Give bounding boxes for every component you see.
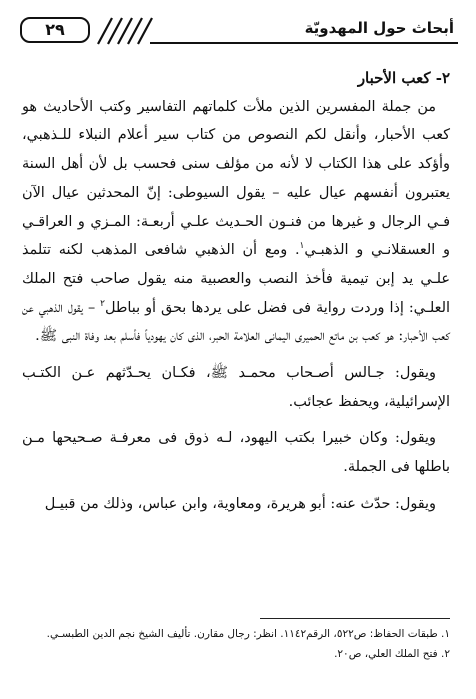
paragraph-text: . ومع أن الذهبي (194, 242, 300, 259)
paragraph-text: شافعى المذهب لكنه تتلمذ علـي يد إبن تيمية فأخذ النصب والعصبية منه يقول صاحب فتح الملك العلـي: إذا وردت رواية فى فضل على يردها بحق أو بباطل (22, 242, 450, 316)
footnote-ref: ٢ (100, 298, 105, 309)
footnotes (22, 624, 450, 664)
decorative-hatch-icon (84, 16, 154, 46)
header-rule (150, 42, 458, 44)
page-header (14, 16, 458, 46)
paragraph-text: من جملة المفسرين الذين ملأت كلماتهم التفاسير وكتب الأحاديث هو كعب الأحبار، وأنقل لكم النصوص من كتاب سير أعلام النبلاء للـذهبي، وأؤكد على هذا الكتاب لا لأنه من مؤلف سنى فحسب بل لأن أهل السنة يعتبرون أنفسهم عيال عليه – يقول السيوطى: إنّ المحدثين عيال الآن فـي الرجال و غيرها من فنـون الحـديث علـي أربعـة: المـزي و العراقـي و العسقلانـي و الذهبـي (22, 98, 451, 259)
paragraph: ويقول: جـالس أصـحاب محمـد ﷺ، فكـان يحـدّثهم عـن الكتـب الإسرائيلية، ويحفظ عجائب. (22, 365, 450, 410)
footnote-ref: ١ (299, 241, 305, 252)
running-title: أبحاث حول المهدويّة (304, 19, 454, 37)
footnote: ٢. فتح الملك العلي، ص٢٠. (334, 648, 450, 660)
paragraph: ويقول: وكان خبيرا بكتب اليهود، لـه ذوق فى معرفـة صـحيحها مـن باطلها فى الجملة. (22, 430, 450, 476)
main-text (22, 64, 450, 519)
footnote: ١. طبقات الحفاظ: ص٥٢٢، الرقم١١٤٢. انظر: رجال مقارن. تأليف الشيخ نجم الدين الطبسـي. (46, 628, 450, 640)
paragraph: ويقول: حدّث عنه: أبو هريرة، ومعاوية، وابن عباس، وذلك من قبيـل (44, 495, 436, 512)
paragraph (22, 93, 450, 351)
page-number: ٢٩ (20, 17, 90, 43)
section-heading: ٢- كعب الأحبار (357, 69, 450, 87)
footnote-divider (260, 618, 450, 619)
paragraph-text: – يقول الذهبي عن كعب الأحبار: هو كعب بن ماتع الحميرى اليمانى العلامة الحبر، الذى كان يهودياً فأسلم بعد وفاة النبى ﷺ. (22, 299, 450, 345)
